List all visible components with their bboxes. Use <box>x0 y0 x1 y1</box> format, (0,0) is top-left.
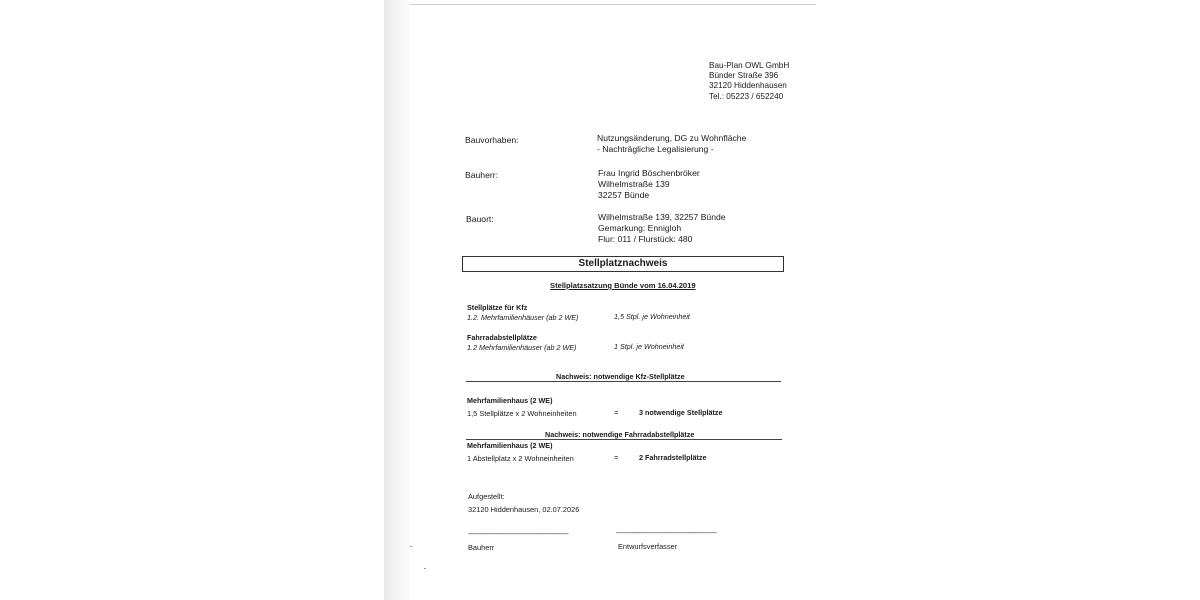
bike-proof-calculation: 1 Abstellplatz x 2 Wohneinheiten <box>467 454 574 463</box>
car-proof-result: 3 notwendige Stellplätze <box>639 408 723 417</box>
scan-speck <box>410 546 412 547</box>
owner-address <box>598 168 700 201</box>
bike-proof-result: 2 Fahrradstellplätze <box>639 453 707 462</box>
site-address: Wilhelmstraße 139, 32257 Bünde <box>598 212 726 222</box>
bike-parking-heading: Fahrradabstellplätze <box>467 333 537 342</box>
bike-proof-rule <box>466 439 782 440</box>
project-line-1: Nutzungsänderung, DG zu Wohnfläche <box>597 133 747 143</box>
prepared-place-date: 32120 Hiddenhausen, 02.07.2026 <box>468 505 580 514</box>
document-title: Stellplatznachweis <box>462 256 784 272</box>
car-parking-ratio: 1,5 Stpl. je Wohneinheit <box>614 312 690 321</box>
bike-parking-item: 1.2 Mehrfamilienhäuser (ab 2 WE) <box>467 343 577 352</box>
company-city: 32120 Hiddenhausen <box>709 81 787 91</box>
company-address-block <box>709 61 789 102</box>
project-description <box>597 133 746 155</box>
author-signature-label: Entwurfsverfasser <box>618 542 678 551</box>
site-details <box>598 212 726 245</box>
company-street: Bünder Straße 396 <box>709 71 779 81</box>
company-name: Bau-Plan OWL GmbH <box>709 61 790 70</box>
car-proof-heading: Nachweis: notwendige Kfz-Stellplätze <box>556 372 685 381</box>
bike-proof-equals: = <box>614 453 619 462</box>
scan-shadow <box>384 0 410 600</box>
car-proof-calculation: 1,5 Stellplätze x 2 Wohneinheiten <box>467 409 577 418</box>
prepared-label: Aufgestellt: <box>468 492 505 501</box>
car-parking-heading: Stellplätze für Kfz <box>467 303 528 312</box>
scan-edge-line <box>410 4 816 5</box>
owner-signature-label: Bauherr <box>468 543 495 552</box>
site-district: Gemarkung: Ennigloh <box>598 223 682 233</box>
car-proof-equals: = <box>614 408 619 417</box>
project-label: Bauvorhaben: <box>465 135 519 145</box>
owner-label: Bauherr: <box>465 170 498 180</box>
owner-street: Wilhelmstraße 139 <box>598 179 670 189</box>
site-label: Bauort: <box>466 214 494 224</box>
owner-signature-line: ---------------------------------------------------- <box>468 531 569 538</box>
author-signature-line: ---------------------------------------------------- <box>616 530 717 537</box>
project-line-2: - Nachträgliche Legalisierung - <box>597 144 714 154</box>
car-proof-rule <box>466 381 781 382</box>
car-proof-building: Mehrfamilienhaus (2 WE) <box>467 396 553 405</box>
bike-parking-ratio: 1 Stpl. je Wohneinheit <box>614 342 684 351</box>
scan-speck <box>424 568 426 569</box>
statute-reference: Stellplatzsatzung Bünde vom 16.04.2019 <box>550 281 696 290</box>
company-phone: Tel.: 05223 / 652240 <box>709 91 784 101</box>
bike-proof-heading: Nachweis: notwendige Fahrradabstellplätze <box>545 430 695 439</box>
car-parking-item: 1.2. Mehrfamilienhäuser (ab 2 WE) <box>467 313 579 322</box>
owner-city: 32257 Bünde <box>598 190 650 200</box>
bike-proof-building: Mehrfamilienhaus (2 WE) <box>467 441 553 450</box>
owner-name: Frau Ingrid Böschenbröker <box>598 168 700 178</box>
site-parcel: Flur: 011 / Flurstück: 480 <box>598 234 693 244</box>
